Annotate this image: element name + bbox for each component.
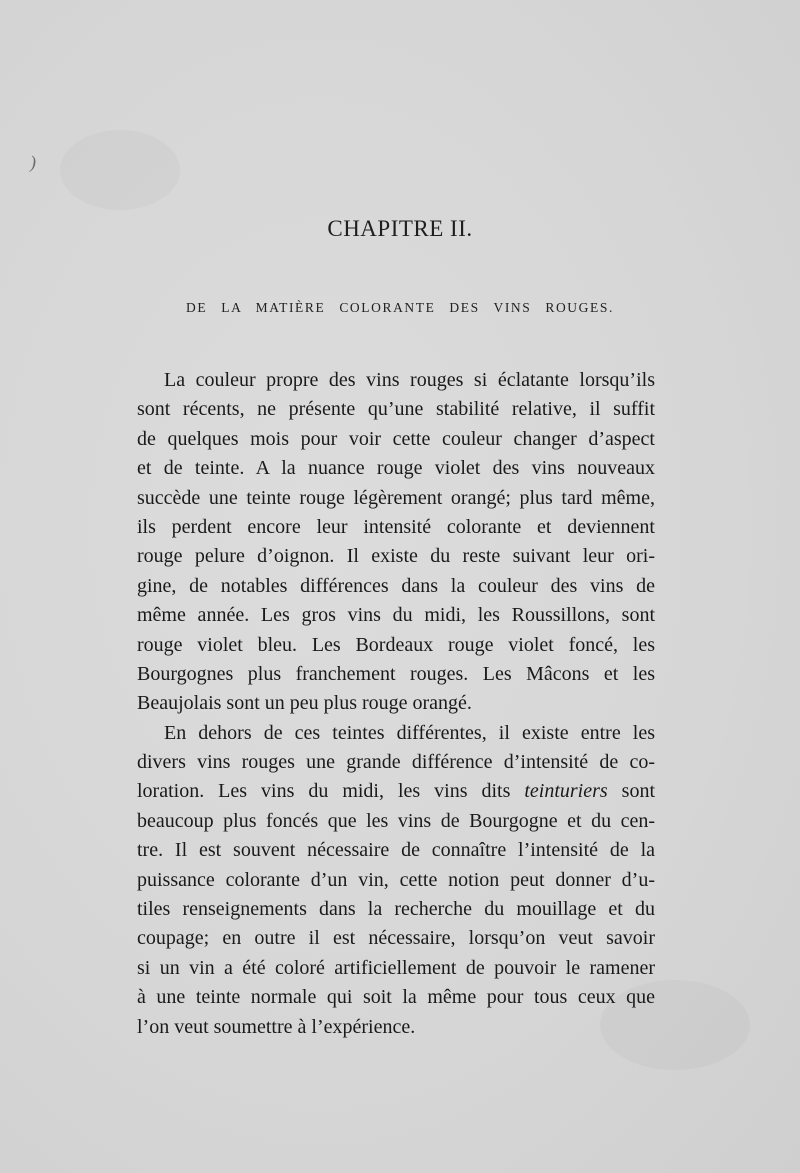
text-line: divers vins rouges une grande différence d’intensité de co-: [137, 751, 655, 774]
margin-mark: ): [30, 152, 36, 172]
text-line: En dehors de ces teintes différentes, il existe entre les: [164, 721, 655, 744]
text-line: ils perdent encore leur intensité colorante et deviennent: [137, 515, 655, 538]
paper-stain: [60, 130, 180, 210]
text-line: puissance colorante d’un vin, cette notion peut donner d’u-: [137, 868, 655, 891]
text-segment: loration. Les vins du midi, les vins dits: [137, 780, 525, 803]
text-line: tiles renseignements dans la recherche du mouillage et du: [137, 898, 655, 921]
text-line: et de teinte. A la nuance rouge violet des vins nouveaux: [137, 457, 655, 480]
text-line: La couleur propre des vins rouges si éclatante lorsqu’ils: [164, 369, 655, 391]
body-text: [137, 366, 655, 1042]
text-line: si un vin a été coloré artificiellement de pouvoir le ramener: [137, 956, 655, 979]
chapter-title: CHAPITRE II.: [327, 216, 473, 241]
text-line: succède une teinte rouge légèrement orangé; plus tard même,: [137, 486, 655, 509]
text-line: [137, 777, 655, 806]
text-line: l’on veut soumettre à l’expérience.: [137, 1015, 416, 1038]
text-line: coupage; en outre il est nécessaire, lorsqu’on veut savoir: [137, 927, 655, 950]
text-line: rouge pelure d’oignon. Il existe du reste suivant leur ori-: [137, 545, 655, 568]
text-line: même année. Les gros vins du midi, les Roussillons, sont: [137, 604, 655, 627]
italic-term: teinturiers: [524, 780, 608, 803]
text-line: beaucoup plus foncés que les vins de Bourgogne et du cen-: [137, 809, 655, 832]
text-line: tre. Il est souvent nécessaire de connaître l’intensité de la: [137, 839, 655, 862]
text-line: Bourgognes plus franchement rouges. Les Mâcons et les: [137, 662, 655, 685]
text-line: rouge violet bleu. Les Bordeaux rouge violet foncé, les: [137, 633, 655, 656]
text-line: à une teinte normale qui soit la même pour tous ceux que: [137, 986, 655, 1009]
text-line: Beaujolais sont un peu plus rouge orangé.: [137, 692, 472, 715]
text-line: sont récents, ne présente qu’une stabilité relative, il suffit: [137, 398, 655, 421]
text-line: de quelques mois pour voir cette couleur changer d’aspect: [137, 427, 655, 450]
text-line: gine, de notables différences dans la couleur des vins de: [137, 574, 655, 597]
section-title: DE LA MATIÈRE COLORANTE DES VINS ROUGES.: [186, 300, 614, 315]
text-segment: sont: [607, 780, 656, 803]
